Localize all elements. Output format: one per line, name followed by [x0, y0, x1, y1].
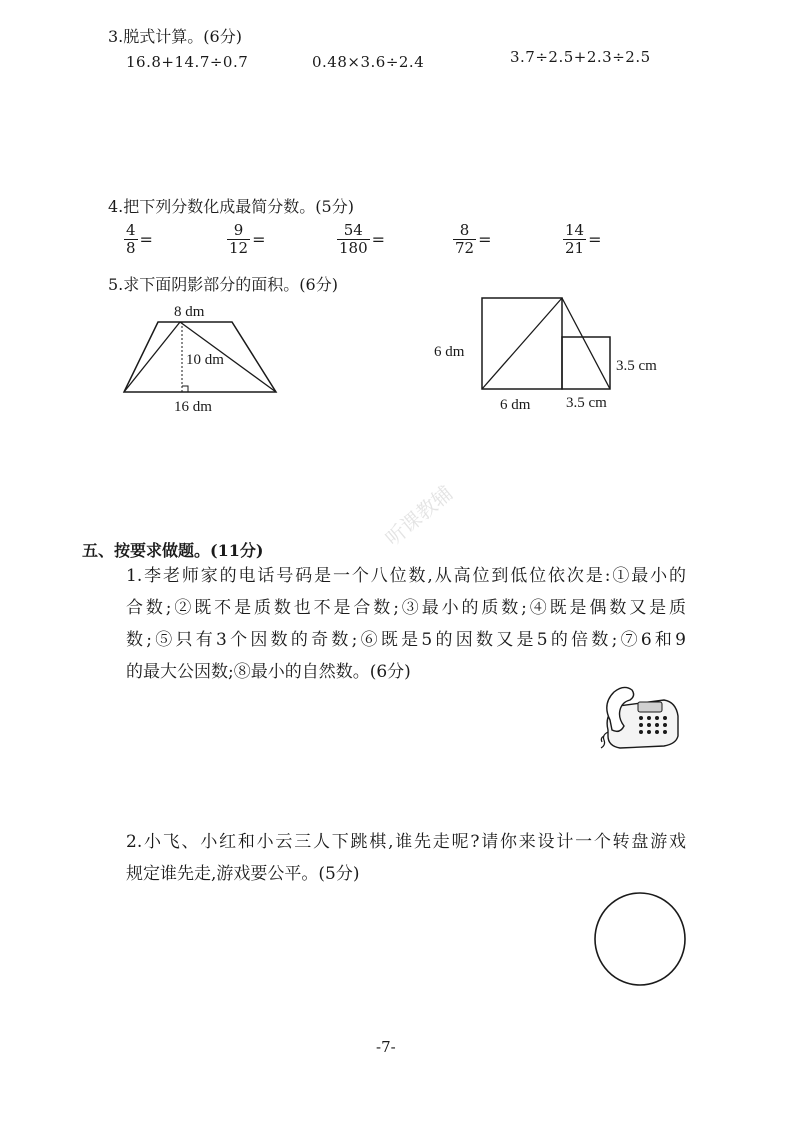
- problem-2-text: [126, 826, 686, 890]
- fraction-1-numerator: 4: [126, 221, 136, 239]
- watermark: 听课教辅: [380, 480, 458, 551]
- equals-sign: =: [139, 230, 153, 249]
- squares-figure: [432, 290, 672, 418]
- q4-title: 4.把下列分数化成最简分数。(5分): [108, 197, 354, 216]
- fraction-4: [453, 222, 492, 257]
- equals-sign: =: [588, 230, 602, 249]
- problem-2-line-2: 规定谁先走,游戏要公平。(5分): [126, 864, 360, 884]
- trapezoid-diagonal-left: [124, 322, 180, 392]
- label-bottom: 16 dm: [174, 399, 212, 415]
- label-bottom-big: 6 dm: [500, 397, 531, 413]
- fraction-2-denominator: 12: [229, 239, 249, 257]
- q3-expr-1: 16.8+14.7÷0.7: [126, 53, 249, 71]
- label-right-side: 3.5 cm: [616, 358, 657, 374]
- fraction-2: [227, 222, 266, 257]
- equals-sign: =: [252, 230, 266, 249]
- q3-expr-3: 3.7÷2.5+2.3÷2.5: [510, 48, 651, 66]
- fraction-5: [563, 222, 602, 257]
- fraction-4-denominator: 72: [455, 239, 475, 257]
- connecting-line: [562, 298, 610, 389]
- spinner-circle: [590, 890, 690, 990]
- right-angle-mark: [182, 386, 188, 392]
- problem-1-text: [126, 560, 686, 688]
- problem-1-line-1: 1.李老师家的电话号码是一个八位数,从高位到低位依次是:①最小的: [126, 566, 686, 586]
- label-height: 10 dm: [186, 352, 224, 368]
- label-top: 8 dm: [174, 304, 205, 320]
- fraction-3-denominator: 180: [339, 239, 368, 257]
- fraction-1: [124, 222, 153, 257]
- fraction-3: [337, 222, 385, 257]
- fraction-2-numerator: 9: [233, 221, 244, 239]
- fraction-1-denominator: 8: [126, 239, 136, 257]
- fraction-5-denominator: 21: [565, 239, 585, 257]
- section-5-title: 五、按要求做题。(11分): [82, 541, 264, 560]
- q5-title: 5.求下面阴影部分的面积。(6分): [108, 275, 338, 294]
- q3-expr-2: 0.48×3.6÷2.4: [312, 53, 425, 71]
- trapezoid-figure: [110, 296, 300, 418]
- equals-sign: =: [371, 230, 386, 249]
- label-bottom-small: 3.5 cm: [566, 395, 607, 411]
- problem-2-line-1: 2.小飞、小红和小云三人下跳棋,谁先走呢?请你来设计一个转盘游戏: [126, 832, 686, 852]
- problem-1-line-2: 合数;②既不是质数也不是合数;③最小的质数;④既是偶数又是质: [126, 598, 686, 618]
- page-number: -7-: [376, 1038, 396, 1056]
- fraction-4-numerator: 8: [459, 221, 470, 239]
- telephone-icon: [594, 680, 684, 752]
- equals-sign: =: [478, 230, 492, 249]
- fraction-3-numerator: 54: [343, 221, 363, 239]
- label-left-side: 6 dm: [434, 344, 465, 360]
- fraction-5-numerator: 14: [565, 221, 585, 239]
- q3-title: 3.脱式计算。(6分): [108, 27, 242, 46]
- problem-1-line-3: 数;⑤只有3个因数的奇数;⑥既是5的因数又是5的倍数;⑦6和9: [126, 630, 686, 650]
- problem-1-line-4: 的最大公因数;⑧最小的自然数。(6分): [126, 662, 411, 682]
- diagonal-big-square: [482, 298, 562, 389]
